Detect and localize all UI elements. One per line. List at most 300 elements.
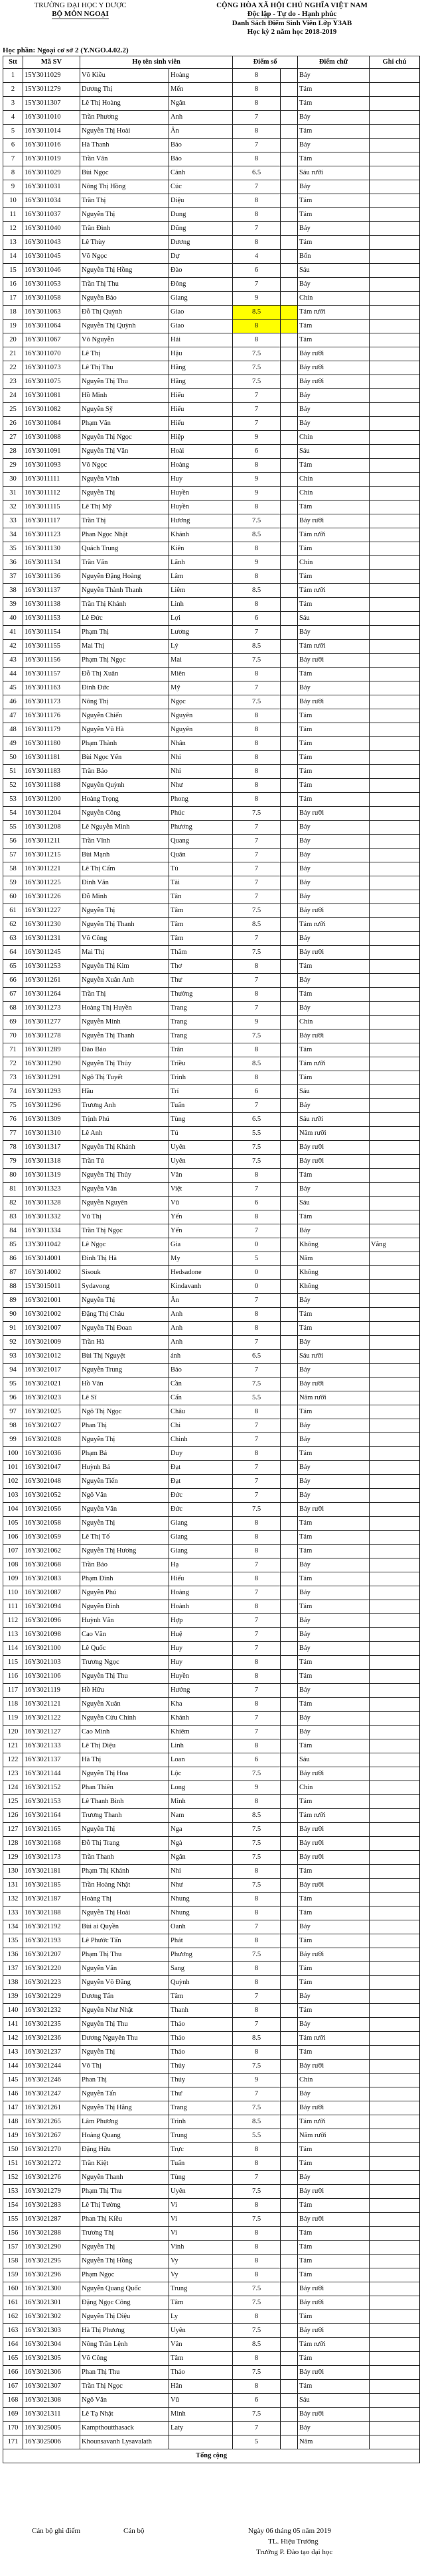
row-score: 8.5 (233, 918, 281, 932)
row-given-name: Cúc (169, 180, 233, 194)
row-stt: 49 (3, 737, 23, 751)
table-row (3, 152, 420, 166)
row-score-words: Tám (298, 1906, 370, 1920)
row-note (370, 375, 420, 389)
row-given-name: Hiếu (169, 403, 233, 417)
row-stt: 107 (3, 1545, 23, 1558)
row-given-name: Nhi (169, 1865, 233, 1879)
row-score-words: Sáu (298, 1753, 370, 1767)
row-score: 6 (233, 612, 281, 626)
row-stt: 147 (3, 2101, 23, 2115)
row-score-hidden: 7 (281, 389, 298, 403)
row-student-id: 16Y3011332 (23, 1210, 80, 1224)
row-student-id: 16Y3011261 (23, 974, 80, 988)
row-score-hidden: 7 (281, 403, 298, 417)
row-score-hidden: 7 (281, 1475, 298, 1489)
row-student-id: 16Y3011264 (23, 988, 80, 1002)
row-score-hidden: 8 (281, 1600, 298, 1614)
row-note (370, 2213, 420, 2227)
table-row (3, 1642, 420, 1656)
row-stt: 53 (3, 793, 23, 807)
row-score-hidden: 8 (281, 751, 298, 765)
row-note (370, 431, 420, 445)
row-student-id: 16Y3021094 (23, 1600, 80, 1614)
row-student-id: 16Y3011328 (23, 1197, 80, 1210)
row-note (370, 2435, 420, 2449)
row-score: 7 (233, 1419, 281, 1433)
table-row (3, 500, 420, 514)
row-note (370, 1517, 420, 1531)
row-family-name: Trương Anh (80, 1099, 169, 1113)
row-given-name: Trực (169, 2143, 233, 2157)
row-score-words: Tám (298, 1517, 370, 1531)
row-student-id: 16Y3021261 (23, 2101, 80, 2115)
signer-role-1: TL. Hiệu Trưởng (268, 2538, 318, 2546)
row-stt: 39 (3, 598, 23, 612)
row-stt: 82 (3, 1197, 23, 1210)
row-score: 8.5 (233, 640, 281, 654)
table-row (3, 1962, 420, 1976)
row-student-id: 16Y3011137 (23, 584, 80, 598)
row-stt: 126 (3, 1809, 23, 1823)
row-given-name: Vy (169, 2268, 233, 2282)
row-student-id: 16Y3021137 (23, 1753, 80, 1767)
table-row (3, 1517, 420, 1531)
row-note (370, 1656, 420, 1670)
row-score-words: Tám rưỡi (298, 640, 370, 654)
row-score-hidden: 8 (281, 1572, 298, 1586)
table-row (3, 1767, 420, 1781)
row-student-id: 16Y3021311 (23, 2408, 80, 2422)
row-score-hidden: 9 (281, 2074, 298, 2087)
row-note (370, 1823, 420, 1837)
table-row (3, 695, 420, 709)
row-note (370, 1893, 420, 1906)
row-stt: 133 (3, 1906, 23, 1920)
row-family-name: Trần Hà (80, 1336, 169, 1350)
row-student-id: 16Y3021229 (23, 1990, 80, 2004)
row-note (370, 445, 420, 459)
row-family-name: Nguyễn Thị (80, 1294, 169, 1308)
row-score-words: Bảy (298, 222, 370, 236)
row-score-hidden: 8 (281, 1865, 298, 1879)
row-score-words: Tám (298, 793, 370, 807)
table-row (3, 264, 420, 278)
row-family-name: Lê Thị (80, 347, 169, 361)
row-score: 6.5 (233, 1113, 281, 1127)
row-stt: 36 (3, 556, 23, 570)
row-student-id: 16Y3011084 (23, 417, 80, 431)
row-student-id: 16Y3021301 (23, 2296, 80, 2310)
row-score-words: Bảy (298, 876, 370, 890)
table-row (3, 821, 420, 835)
row-family-name: Lê Thị Tố (80, 1531, 169, 1545)
row-student-id: 16Y3021220 (23, 1962, 80, 1976)
row-note (370, 2268, 420, 2282)
table-row (3, 1739, 420, 1753)
row-stt: 78 (3, 1141, 23, 1155)
table-row (3, 2060, 420, 2074)
row-student-id: 16Y3021290 (23, 2241, 80, 2254)
row-score: 5.5 (233, 1391, 281, 1405)
row-score-words: Bảy (298, 1336, 370, 1350)
row-score-hidden: 7.5 (281, 2296, 298, 2310)
row-student-id: 16Y3021056 (23, 1503, 80, 1517)
row-score-words: Bảy (298, 417, 370, 431)
row-note (370, 807, 420, 821)
table-row (3, 2004, 420, 2018)
row-note (370, 1739, 420, 1753)
row-score-hidden: 8 (281, 542, 298, 556)
row-score: 8.5 (233, 1057, 281, 1071)
row-stt: 6 (3, 139, 23, 152)
row-score-hidden: 7 (281, 2087, 298, 2101)
row-score: 8 (233, 2199, 281, 2213)
row-score-hidden: 8 (281, 723, 298, 737)
row-given-name: Khánh (169, 528, 233, 542)
row-note (370, 849, 420, 862)
row-given-name: Hiếu (169, 1572, 233, 1586)
row-note (370, 1572, 420, 1586)
row-score-hidden: 8 (281, 83, 298, 97)
table-row (3, 1712, 420, 1726)
table-row (3, 1628, 420, 1642)
row-note (370, 612, 420, 626)
row-score: 6.5 (233, 1350, 281, 1364)
row-note (370, 2241, 420, 2254)
table-row (3, 1879, 420, 1893)
row-score: 9 (233, 292, 281, 306)
row-family-name: Mai Thị (80, 946, 169, 960)
row-stt: 138 (3, 1976, 23, 1990)
row-score-words: Bảy (298, 2087, 370, 2101)
row-student-id: 16Y3011115 (23, 500, 80, 514)
row-score-words: Tám rưỡi (298, 2115, 370, 2129)
row-score: 8 (233, 1169, 281, 1183)
row-student-id: 16Y3021048 (23, 1475, 80, 1489)
grades-table (3, 56, 420, 2463)
row-given-name: Đạt (169, 1461, 233, 1475)
row-score-words: Bảy rưỡi (298, 347, 370, 361)
row-stt: 72 (3, 1057, 23, 1071)
table-row (3, 375, 420, 389)
row-score: 7 (233, 1628, 281, 1642)
row-stt: 7 (3, 152, 23, 166)
row-score-hidden: 6 (281, 2394, 298, 2408)
row-score: 7 (233, 835, 281, 849)
row-family-name: Hầu (80, 1085, 169, 1099)
table-row (3, 723, 420, 737)
row-score-hidden: 7.5 (281, 1879, 298, 1893)
row-note (370, 1531, 420, 1545)
row-score-hidden: 8 (281, 709, 298, 723)
table-row (3, 1865, 420, 1879)
row-score-words: Bảy (298, 1489, 370, 1503)
row-given-name: Thủy (169, 2060, 233, 2074)
row-student-id: 16Y3011156 (23, 654, 80, 668)
table-row (3, 83, 420, 97)
table-header-row (3, 56, 420, 69)
row-score-hidden: 8 (281, 2157, 298, 2171)
row-note (370, 974, 420, 988)
row-score-hidden: 8 (281, 1531, 298, 1545)
row-score-words: Bảy (298, 1614, 370, 1628)
row-student-id: 16Y3021300 (23, 2282, 80, 2296)
row-student-id: 16Y3011293 (23, 1085, 80, 1099)
row-student-id: 16Y3011176 (23, 709, 80, 723)
table-row (3, 1210, 420, 1224)
row-score-words: Bảy (298, 1558, 370, 1572)
row-stt: 31 (3, 487, 23, 500)
row-score-words: Tám (298, 1210, 370, 1224)
row-score-words: Bảy (298, 1294, 370, 1308)
row-given-name: Đức (169, 1489, 233, 1503)
table-row (3, 431, 420, 445)
row-stt: 94 (3, 1364, 23, 1377)
row-score-words: Bảy rưỡi (298, 1141, 370, 1155)
row-note (370, 918, 420, 932)
row-family-name: Phan Thị (80, 2074, 169, 2087)
row-given-name: Bảo (169, 1364, 233, 1377)
row-student-id: 16Y3011226 (23, 890, 80, 904)
row-score: 8 (233, 751, 281, 765)
row-student-id: 16Y3021279 (23, 2185, 80, 2199)
row-score-hidden: 8 (281, 2380, 298, 2394)
row-given-name: Đào (169, 264, 233, 278)
row-student-id: 16Y3011029 (23, 166, 80, 180)
row-stt: 17 (3, 292, 23, 306)
row-score-words: Bảy (298, 890, 370, 904)
row-score-words: Bảy (298, 1726, 370, 1739)
row-family-name: Nguyễn Tấn (80, 2087, 169, 2101)
row-score-hidden: 8 (281, 1043, 298, 1057)
row-score: 7 (233, 180, 281, 194)
row-score-hidden: 7 (281, 626, 298, 640)
row-score-hidden: 8 (281, 1962, 298, 1976)
row-score-hidden: 8 (281, 793, 298, 807)
table-row (3, 473, 420, 487)
row-score: 8 (233, 333, 281, 347)
row-stt: 57 (3, 849, 23, 862)
row-score: 7 (233, 1183, 281, 1197)
row-student-id: 16Y3011058 (23, 292, 80, 306)
row-note (370, 1113, 420, 1127)
row-score: 8 (233, 570, 281, 584)
row-family-name: Hà Thanh (80, 139, 169, 152)
row-given-name: Vũ (169, 1197, 233, 1210)
row-score-hidden: 8 (281, 1698, 298, 1712)
table-row (3, 320, 420, 333)
row-given-name: Gia (169, 1238, 233, 1252)
row-student-id: 16Y3021173 (23, 1851, 80, 1865)
row-student-id: 16Y3011046 (23, 264, 80, 278)
row-family-name: Khounsavanh Lysavalath (80, 2435, 169, 2449)
row-score-hidden: 7.5 (281, 1948, 298, 1962)
table-row (3, 2227, 420, 2241)
row-score-hidden: 8 (281, 2268, 298, 2282)
row-family-name: Lê Phước Tấn (80, 1934, 169, 1948)
row-given-name: Thảo (169, 2366, 233, 2380)
row-note (370, 654, 420, 668)
row-stt: 56 (3, 835, 23, 849)
table-row (3, 960, 420, 974)
row-stt: 123 (3, 1767, 23, 1781)
row-stt: 167 (3, 2380, 23, 2394)
row-score-words: Tám (298, 125, 370, 139)
row-score: 0 (233, 1266, 281, 1280)
row-given-name: Thảo (169, 2032, 233, 2046)
row-given-name: Miên (169, 668, 233, 681)
row-note (370, 208, 420, 222)
row-score-words: Bảy rưỡi (298, 1155, 370, 1169)
row-score: 8 (233, 2046, 281, 2060)
row-note (370, 1266, 420, 1280)
row-score-words: Tám (298, 988, 370, 1002)
table-row (3, 292, 420, 306)
table-row (3, 584, 420, 598)
row-score-words: Năm rưỡi (298, 1391, 370, 1405)
row-score-hidden: 8 (281, 1656, 298, 1670)
row-score-hidden: 5.5 (281, 1127, 298, 1141)
table-row (3, 278, 420, 292)
row-score: 7 (233, 1684, 281, 1698)
row-stt: 52 (3, 779, 23, 793)
row-family-name: Trần Văn (80, 152, 169, 166)
row-score-hidden: 8 (281, 2004, 298, 2018)
table-row (3, 765, 420, 779)
table-row (3, 793, 420, 807)
row-given-name: Lý (169, 640, 233, 654)
row-score: 5.5 (233, 2129, 281, 2143)
row-stt: 153 (3, 2185, 23, 2199)
row-stt: 87 (3, 1266, 23, 1280)
table-row (3, 2199, 420, 2213)
row-family-name: Nguyễn Vĩnh (80, 473, 169, 487)
row-score: 8.5 (233, 2032, 281, 2046)
row-family-name: Trần Bảo (80, 1558, 169, 1572)
row-family-name: Nông Thị Hồng (80, 180, 169, 194)
row-score-words: Chín (298, 292, 370, 306)
row-family-name: Nguyễn Thị (80, 208, 169, 222)
row-student-id: 16Y3021165 (23, 1823, 80, 1837)
row-stt: 75 (3, 1099, 23, 1113)
table-row (3, 1572, 420, 1586)
row-family-name: Nông Thị (80, 695, 169, 709)
row-score-hidden: 7.5 (281, 1029, 298, 1043)
table-row (3, 654, 420, 668)
row-score-hidden: 7.5 (281, 1503, 298, 1517)
row-score: 7 (233, 1920, 281, 1934)
row-note (370, 1545, 420, 1558)
table-row (3, 1099, 420, 1113)
row-score-words: Tám (298, 2254, 370, 2268)
row-given-name: Lương (169, 626, 233, 640)
row-score-words: Bảy (298, 2018, 370, 2032)
row-student-id: 16Y3011180 (23, 737, 80, 751)
row-student-id: 16Y3011211 (23, 835, 80, 849)
row-note (370, 1767, 420, 1781)
row-score: 7.5 (233, 904, 281, 918)
row-stt: 48 (3, 723, 23, 737)
table-row (3, 1726, 420, 1739)
row-score-words: Không (298, 1266, 370, 1280)
row-student-id: 16Y3021001 (23, 1294, 80, 1308)
row-student-id: 15Y3011307 (23, 97, 80, 111)
row-family-name: Lê Thị Tường (80, 2199, 169, 2213)
row-note (370, 1503, 420, 1517)
row-family-name: Hoàng Thị (80, 1893, 169, 1906)
row-given-name: Phong (169, 793, 233, 807)
row-note (370, 2129, 420, 2143)
row-student-id: 16Y3021181 (23, 1865, 80, 1879)
table-row (3, 1280, 420, 1294)
row-given-name: Ngà (169, 1837, 233, 1851)
row-stt: 71 (3, 1043, 23, 1057)
row-student-id: 16Y3021283 (23, 2199, 80, 2213)
row-score-hidden: 8.5 (281, 640, 298, 654)
row-given-name: Vi (169, 2213, 233, 2227)
row-score-hidden: 7.5 (281, 2366, 298, 2380)
row-score-words: Bảy rưỡi (298, 2324, 370, 2338)
row-family-name: Nguyễn Thành Thanh (80, 584, 169, 598)
row-family-name: Phạm Thị Ngọc (80, 654, 169, 668)
row-given-name: Duy (169, 1447, 233, 1461)
row-score: 8 (233, 2157, 281, 2171)
row-score: 8 (233, 1656, 281, 1670)
row-score-hidden: 7.5 (281, 2101, 298, 2115)
row-stt: 30 (3, 473, 23, 487)
row-score-words: Tám (298, 2227, 370, 2241)
row-score-words: Sáu (298, 1197, 370, 1210)
row-student-id: 16Y3021272 (23, 2157, 80, 2171)
table-row (3, 1809, 420, 1823)
row-given-name: Loan (169, 1753, 233, 1767)
total-row (3, 2449, 420, 2463)
row-family-name: Trần Văn (80, 556, 169, 570)
row-family-name: Nguyễn Thị (80, 2046, 169, 2060)
row-family-name: Bùi Ngọc (80, 166, 169, 180)
row-score-hidden: 7.5 (281, 1155, 298, 1169)
row-student-id: 16Y3021235 (23, 2018, 80, 2032)
row-student-id: 16Y3011289 (23, 1043, 80, 1057)
row-student-id: 16Y3011154 (23, 626, 80, 640)
row-stt: 90 (3, 1308, 23, 1322)
row-score-words: Tám (298, 1739, 370, 1753)
row-score-words: Tám rưỡi (298, 584, 370, 598)
row-score-hidden: 7 (281, 2422, 298, 2435)
row-stt: 154 (3, 2199, 23, 2213)
row-family-name: Nguyễn Thị Thanh (80, 1029, 169, 1043)
row-family-name: Hà Thị Phương (80, 2324, 169, 2338)
row-given-name: Như (169, 1879, 233, 1893)
row-family-name: Nguyễn Văn (80, 1962, 169, 1976)
row-note (370, 640, 420, 654)
row-score: 7.5 (233, 1767, 281, 1781)
row-student-id: 16Y3011088 (23, 431, 80, 445)
row-score-hidden: 7.5 (281, 654, 298, 668)
department-name: BỘ MÔN NGOẠI (52, 10, 109, 18)
row-given-name: Quỳnh (169, 1976, 233, 1990)
row-score: 6 (233, 445, 281, 459)
row-stt: 170 (3, 2422, 23, 2435)
total-label: Tổng cộng (3, 2449, 420, 2463)
row-student-id: 16Y3021308 (23, 2394, 80, 2408)
row-score-hidden: 7 (281, 1489, 298, 1503)
row-stt: 55 (3, 821, 23, 835)
row-note (370, 2143, 420, 2157)
row-score: 0 (233, 1280, 281, 1294)
table-row (3, 835, 420, 849)
